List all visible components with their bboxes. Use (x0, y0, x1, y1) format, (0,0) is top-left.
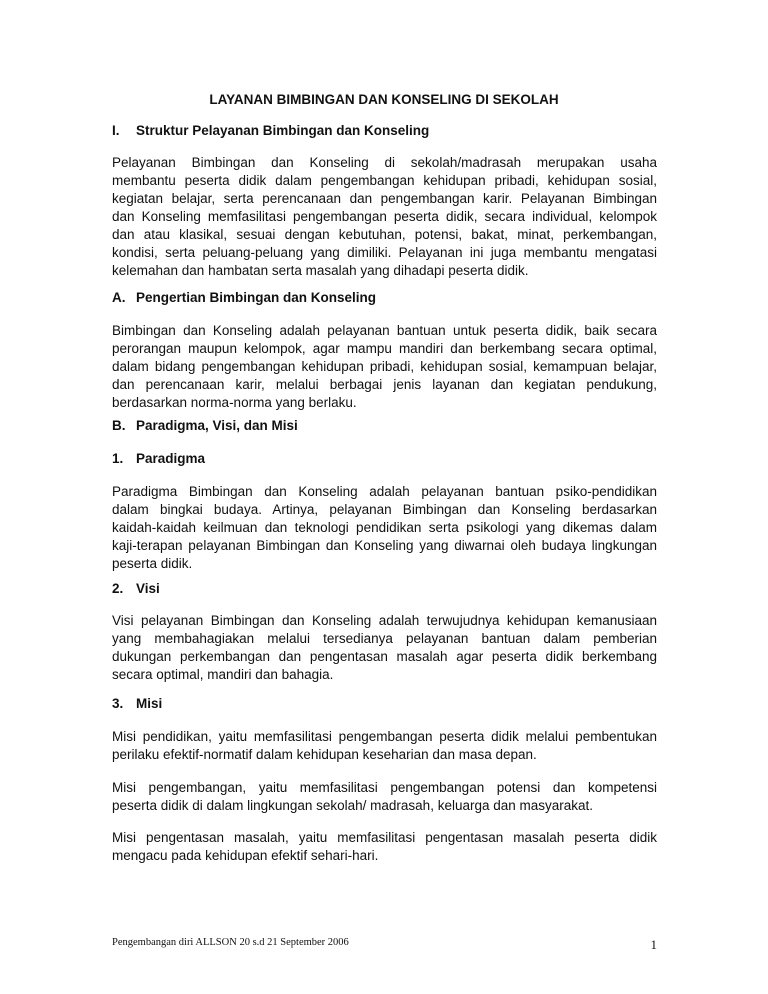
section-heading (112, 122, 657, 140)
paragraph (112, 612, 657, 684)
text-line: dan atau klasikal, sesuai dengan kebutuhan, potensi, bakat, minat, perkembangan, (112, 227, 657, 242)
section-number: 3. (112, 696, 124, 711)
text-line: kegiatan belajar, serta perencanaan dan pengembangan karir. Pelayanan Bimbingan (112, 191, 657, 206)
section-title: Struktur Pelayanan Bimbingan dan Konseling (136, 123, 430, 138)
section-number: A. (112, 290, 126, 305)
paragraph (112, 322, 657, 412)
section-number: I. (112, 123, 120, 138)
text-line: dukungan perkembangan dan pengentasan masalah agar peserta didik berkembang (112, 649, 657, 664)
text-line: dan Konseling memfasilitasi pengembangan peserta didik, secara individual, kelompok (112, 209, 657, 224)
section-heading (112, 580, 657, 598)
text-line: kondisi, serta peluang-peluang yang dimiliki. Pelayanan ini juga membantu mengatasi (112, 245, 657, 260)
paragraph (112, 728, 657, 764)
section-heading (112, 450, 657, 468)
text-line: berdasarkan norma-norma yang berlaku. (112, 395, 357, 410)
section-title: Paradigma, Visi, dan Misi (136, 418, 298, 433)
section-number: B. (112, 418, 126, 433)
section-number: 2. (112, 581, 124, 596)
document-title: LAYANAN BIMBINGAN DAN KONSELING DI SEKOLAH (209, 92, 559, 107)
text-line: Pelayanan Bimbingan dan Konseling di sekolah/madrasah merupakan usaha (112, 155, 657, 170)
text-line: Bimbingan dan Konseling adalah pelayanan bantuan untuk peserta didik, baik secara (112, 323, 657, 338)
section-number: 1. (112, 451, 124, 466)
text-line: secara optimal, mandiri dan bahagia. (112, 667, 334, 682)
text-line: dan perencanaan karir, melalui berbagai jenis layanan dan kegiatan pendukung, (112, 377, 657, 392)
section-title: Visi (136, 581, 160, 596)
text-line: Misi pengembangan, yaitu memfasilitasi pengembangan potensi dan kompetensi (112, 780, 657, 795)
text-line: Misi pengentasan masalah, yaitu memfasilitasi pengentasan masalah peserta didik (112, 830, 657, 845)
page-footer (112, 937, 657, 953)
paragraph (112, 829, 657, 865)
text-line: perorangan maupun kelompok, agar mampu mandiri dan berkembang secara optimal, (112, 341, 657, 356)
text-line: dalam bidang pengembangan kehidupan pribadi, kehidupan sosial, kemampuan belajar, (112, 359, 657, 374)
text-line: dalam bingkai budaya. Artinya, pelayanan Bimbingan dan Konseling berdasarkan (112, 502, 657, 517)
section-heading (112, 695, 657, 713)
text-line: perilaku efektif-normatif dalam kehidupan keseharian dan masa depan. (112, 747, 537, 762)
text-line: Visi pelayanan Bimbingan dan Konseling adalah terwujudnya kehidupan kemanusiaan (112, 613, 657, 628)
text-line: yang membahagiakan melalui tersedianya pelayanan bantuan dalam pemberian (112, 631, 657, 646)
text-line: mengacu pada kehidupan efektif sehari-hari. (112, 848, 379, 863)
text-line: kaidah-kaidah keilmuan dan teknologi pendidikan serta psikologi yang dikemas dalam (112, 520, 657, 535)
text-line: Paradigma Bimbingan dan Konseling adalah pelayanan bantuan psiko-pendidikan (112, 484, 657, 499)
text-line: kelemahan dan hambatan serta masalah yang dihadapi peserta didik. (112, 263, 529, 278)
text-line: peserta didik. (112, 556, 193, 571)
text-line: kaji-terapan pelayanan Bimbingan dan Konseling yang diwarnai oleh budaya lingkungan (112, 538, 657, 553)
section-title: Pengertian Bimbingan dan Konseling (136, 290, 377, 305)
text-line: Misi pendidikan, yaitu memfasilitasi pengembangan peserta didik melalui pembentukan (112, 729, 657, 744)
paragraph (112, 483, 657, 573)
paragraph (112, 779, 657, 815)
section-title: Misi (136, 696, 163, 711)
text-line: membantu peserta didik dalam pengembangan kehidupan pribadi, kehidupan sosial, (112, 173, 657, 188)
section-heading (112, 289, 657, 307)
section-title: Paradigma (136, 451, 206, 466)
footer-text: Pengembangan diri ALLSON 20 s.d 21 September 2006 (112, 937, 349, 948)
paragraph (112, 154, 657, 280)
section-heading (112, 417, 657, 435)
page-number: 1 (650, 937, 657, 952)
text-line: peserta didik di dalam lingkungan sekolah/ madrasah, keluarga dan masyarakat. (112, 798, 594, 813)
